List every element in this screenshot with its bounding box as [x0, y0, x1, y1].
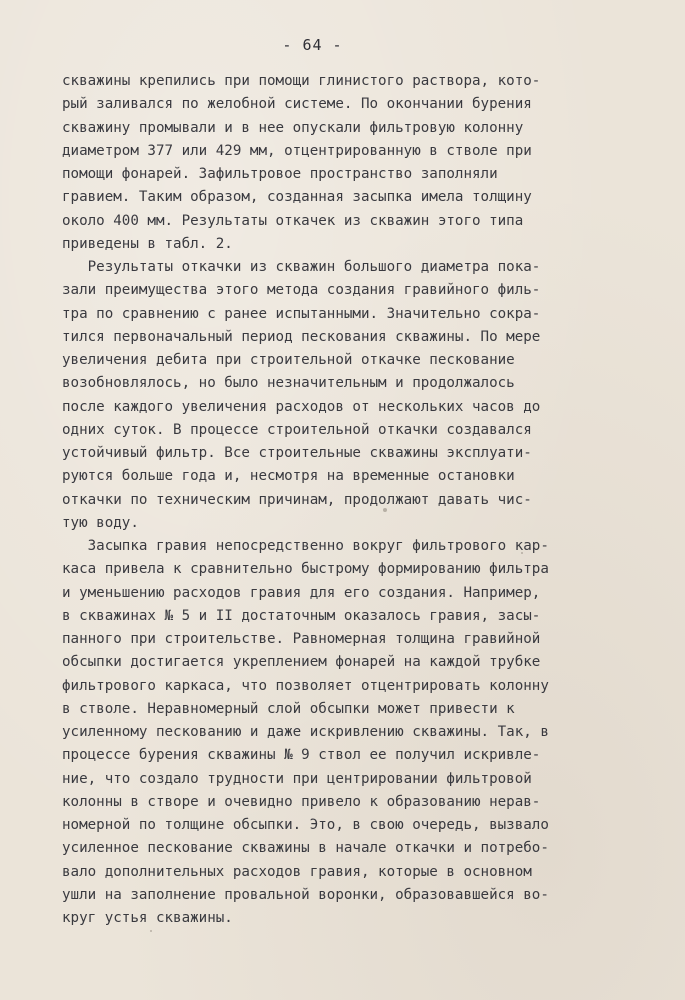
- text-line: ние, что создало трудности при центрировании фильтровой: [62, 770, 532, 787]
- paper-speck: [383, 508, 387, 512]
- text-line: усиленное пескование скважины в начале откачки и потребо-: [62, 840, 549, 857]
- paper-speck: [521, 552, 523, 554]
- text-line: одних суток. В процессе строительной откачки создавался: [62, 421, 532, 438]
- text-line: процессе бурения скважины № 9 ствол ее получил искривле-: [62, 747, 541, 764]
- text-line: усиленному пескованию и даже искривлению скважины. Так, в: [62, 724, 549, 740]
- text-line: Результаты откачки из скважин большого диаметра пока-: [62, 259, 541, 275]
- text-line: панного при строительстве. Равномерная толщина гравийной: [62, 631, 541, 647]
- text-line: возобновлялось, но было незначительным и продолжалось: [62, 375, 515, 392]
- text-line: устойчивый фильтр. Все строительные скважины эксплуати-: [62, 445, 532, 461]
- text-line: номерной по толщине обсыпки. Это, в свою очередь, вызвало: [62, 817, 549, 833]
- paragraph-2: [62, 256, 622, 535]
- text-line: зали преимущества этого метода создания гравийного филь-: [62, 282, 541, 299]
- text-line: около 400 мм. Результаты откачек из скважин этого типа: [62, 212, 524, 229]
- page-number: - 64 -: [282, 36, 343, 54]
- paragraph-1: [62, 70, 622, 256]
- text-line: обсыпки достигается укреплением фонарей на каждой трубке: [62, 654, 541, 671]
- text-line: вало дополнительных расходов гравия, которые в основном: [62, 863, 532, 880]
- text-line: каса привела к сравнительно быстрому формированию фильтра: [62, 561, 549, 578]
- text-line: колонны в створе и очевидно привело к образованию нерав-: [62, 793, 541, 810]
- paragraph-3: [62, 535, 622, 930]
- text-line: ушли на заполнение провальной воронки, образовавшейся во-: [62, 886, 549, 903]
- text-line: диаметром 377 или 429 мм, отцентрированную в стволе при: [62, 142, 532, 159]
- text-line: рый заливался по желобной системе. По окончании бурения: [62, 96, 532, 113]
- text-line: увеличения дебита при строительной откачке пескование: [62, 352, 515, 368]
- text-line: скважину промывали и в нее опускали фильтровую колонну: [62, 119, 524, 136]
- text-line: тую воду.: [62, 514, 139, 531]
- text-line: Засыпка гравия непосредственно вокруг фильтрового кар-: [62, 538, 549, 554]
- text-line: скважины крепились при помощи глинистого раствора, кото-: [62, 73, 541, 89]
- text-line: гравием. Таким образом, созданная засыпка имела толщину: [62, 189, 532, 206]
- paper-speck: [150, 930, 152, 932]
- text-line: в скважинах № 5 и II достаточным оказалось гравия, засы-: [62, 607, 541, 624]
- text-line: тра по сравнению с ранее испытанными. Значительно сокра-: [62, 305, 541, 322]
- body-text: [62, 70, 622, 930]
- text-line: после каждого увеличения расходов от нескольких часов до: [62, 398, 541, 415]
- text-line: тился первоначальный период пескования скважины. По мере: [62, 328, 541, 345]
- text-line: круг устья скважины.: [62, 910, 233, 926]
- text-line: приведены в табл. 2.: [62, 235, 233, 252]
- text-line: руются больше года и, несмотря на временные остановки: [62, 468, 515, 485]
- text-line: помощи фонарей. Зафильтровое пространство заполняли: [62, 166, 498, 182]
- text-line: в стволе. Неравномерный слой обсыпки может привести к: [62, 700, 515, 717]
- text-line: фильтрового каркаса, что позволяет отцентрировать колонну: [62, 677, 549, 694]
- text-line: и уменьшению расходов гравия для его создания. Например,: [62, 584, 541, 601]
- text-line: откачки по техническим причинам, продолжают давать чис-: [62, 491, 532, 508]
